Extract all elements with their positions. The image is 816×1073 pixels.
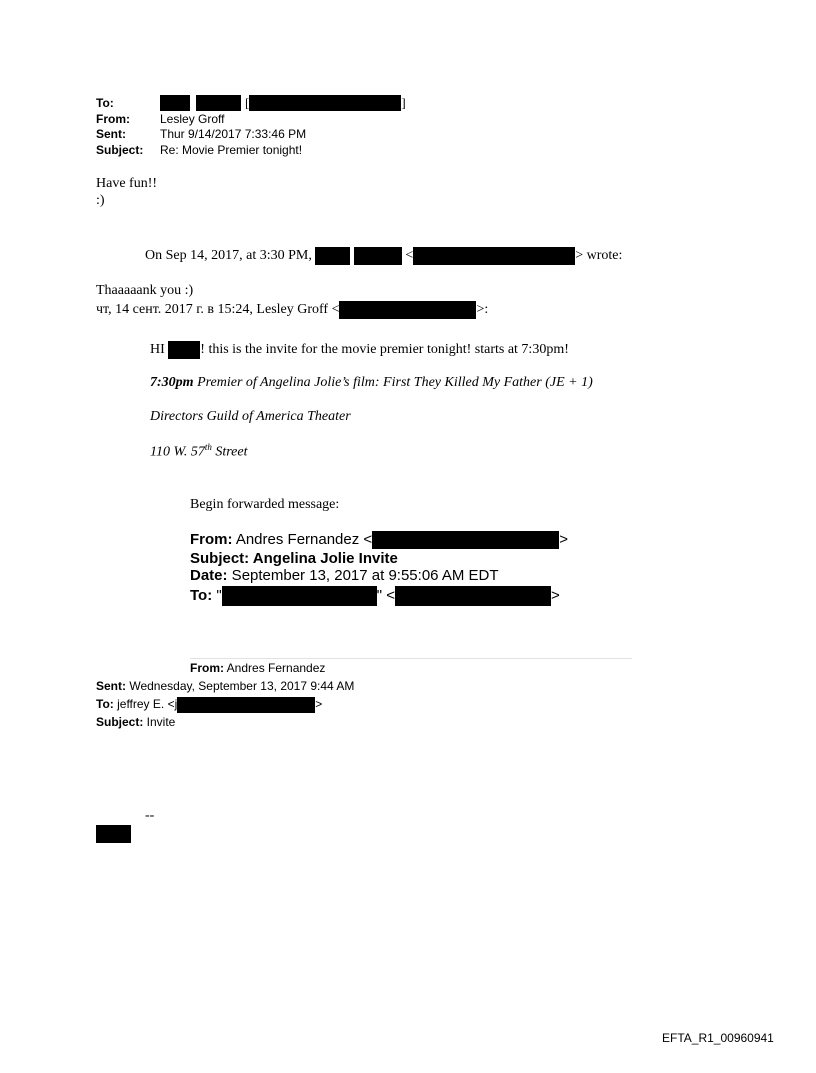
invite-address-suffix: Street [211, 444, 248, 460]
invite-hi-line [150, 341, 569, 359]
orig-sent-value: Wednesday, September 13, 2017 9:44 AM [126, 679, 355, 693]
invite-hi-suffix: ! this is the invite for the movie premier tonight! starts at 7:30pm! [200, 342, 569, 358]
invite-venue: Directors Guild of America Theater [150, 409, 351, 424]
fwd-from-value: Andres Fernandez < [232, 531, 373, 548]
orig-from-line [190, 661, 325, 675]
orig-to-value: jeffrey E. <j [113, 697, 178, 712]
redaction-box [413, 247, 575, 265]
orig-sent-line [96, 679, 354, 693]
redaction-box [249, 95, 401, 111]
quote-intro-suffix: > wrote: [575, 248, 623, 264]
quote-intro-prefix: On Sep 14, 2017, at 3:30 PM, [145, 248, 312, 264]
fwd-date-value: September 13, 2017 at 9:55:06 AM EDT [227, 567, 499, 584]
sent-value: Thur 9/14/2017 7:33:46 PM [160, 127, 307, 141]
redaction-box [168, 341, 200, 359]
redaction-box [160, 95, 190, 111]
to-label: To: [96, 96, 114, 110]
orig-from-value: Andres Fernandez [224, 661, 326, 675]
fwd-subject-label: Subject: [190, 550, 250, 567]
invite-event-line [150, 375, 593, 391]
orig-to-label: To: [96, 697, 114, 712]
divider [190, 658, 632, 659]
fwd-date-line [190, 567, 499, 584]
redaction-box [196, 95, 241, 111]
sent-label: Sent: [96, 127, 126, 141]
invite-event: Premier of Angelina Jolie’s film: First They Killed My Father (JE + 1) [193, 375, 593, 390]
orig-subject-line [96, 715, 175, 729]
body-line-2: :) [96, 193, 105, 208]
fwd-subject-line [190, 550, 398, 567]
orig-to-line: To: jeffrey E. <j > [96, 697, 323, 712]
fwd-to-quote-close: " < [376, 586, 395, 604]
fwd-to-line: To: " " < > [190, 586, 560, 606]
signature-dash: -- [145, 808, 155, 823]
subject-value: Re: Movie Premier tonight! [160, 143, 303, 157]
quote-intro: On Sep 14, 2017, at 3:30 PM, < > wrote: [145, 248, 623, 264]
document-id: EFTA_R1_00960941 [662, 1031, 774, 1045]
redaction-box [315, 247, 350, 265]
from-value: Lesley Groff [160, 112, 225, 126]
orig-subject-label: Subject: [96, 715, 144, 729]
fwd-to-label: To: [190, 586, 213, 604]
fwd-from-label: From: [190, 531, 233, 548]
orig-from-label: From: [190, 661, 224, 675]
to-redacted: [ ] [160, 94, 406, 112]
orig-subject-value: Invite [143, 715, 176, 729]
fwd-date-label: Date: [190, 567, 228, 584]
from-label: From: [96, 112, 130, 126]
redaction-box [354, 247, 402, 265]
redaction-box [372, 531, 559, 549]
redaction-box [339, 301, 476, 319]
body-line-1: Have fun!! [96, 176, 158, 191]
russian-quote-prefix: чт, 14 сент. 2017 г. в 15:24, Lesley Groff < [96, 302, 340, 318]
redaction-box [222, 586, 377, 606]
orig-sent-label: Sent: [96, 679, 126, 693]
redaction-box [395, 586, 551, 606]
fwd-to-quote-open: " [212, 586, 222, 604]
forwarded-begin: Begin forwarded message: [190, 497, 340, 512]
invite-address-prefix: 110 W. 57 [150, 444, 205, 460]
invite-address [150, 442, 248, 461]
fwd-from-line: From: Andres Fernandez < > [190, 531, 568, 548]
fwd-subject-value: Angelina Jolie Invite [249, 550, 398, 567]
invite-address-sup: th [204, 442, 212, 452]
thanks-line: Thaaaaank you :) [96, 283, 194, 298]
invite-hi-prefix: HI [150, 342, 165, 358]
invite-time: 7:30pm [150, 375, 194, 390]
redaction-box [177, 697, 315, 713]
russian-quote-suffix: >: [476, 302, 489, 318]
subject-label: Subject: [96, 143, 144, 157]
signature-redaction [96, 825, 131, 843]
russian-quote-line [96, 301, 488, 319]
